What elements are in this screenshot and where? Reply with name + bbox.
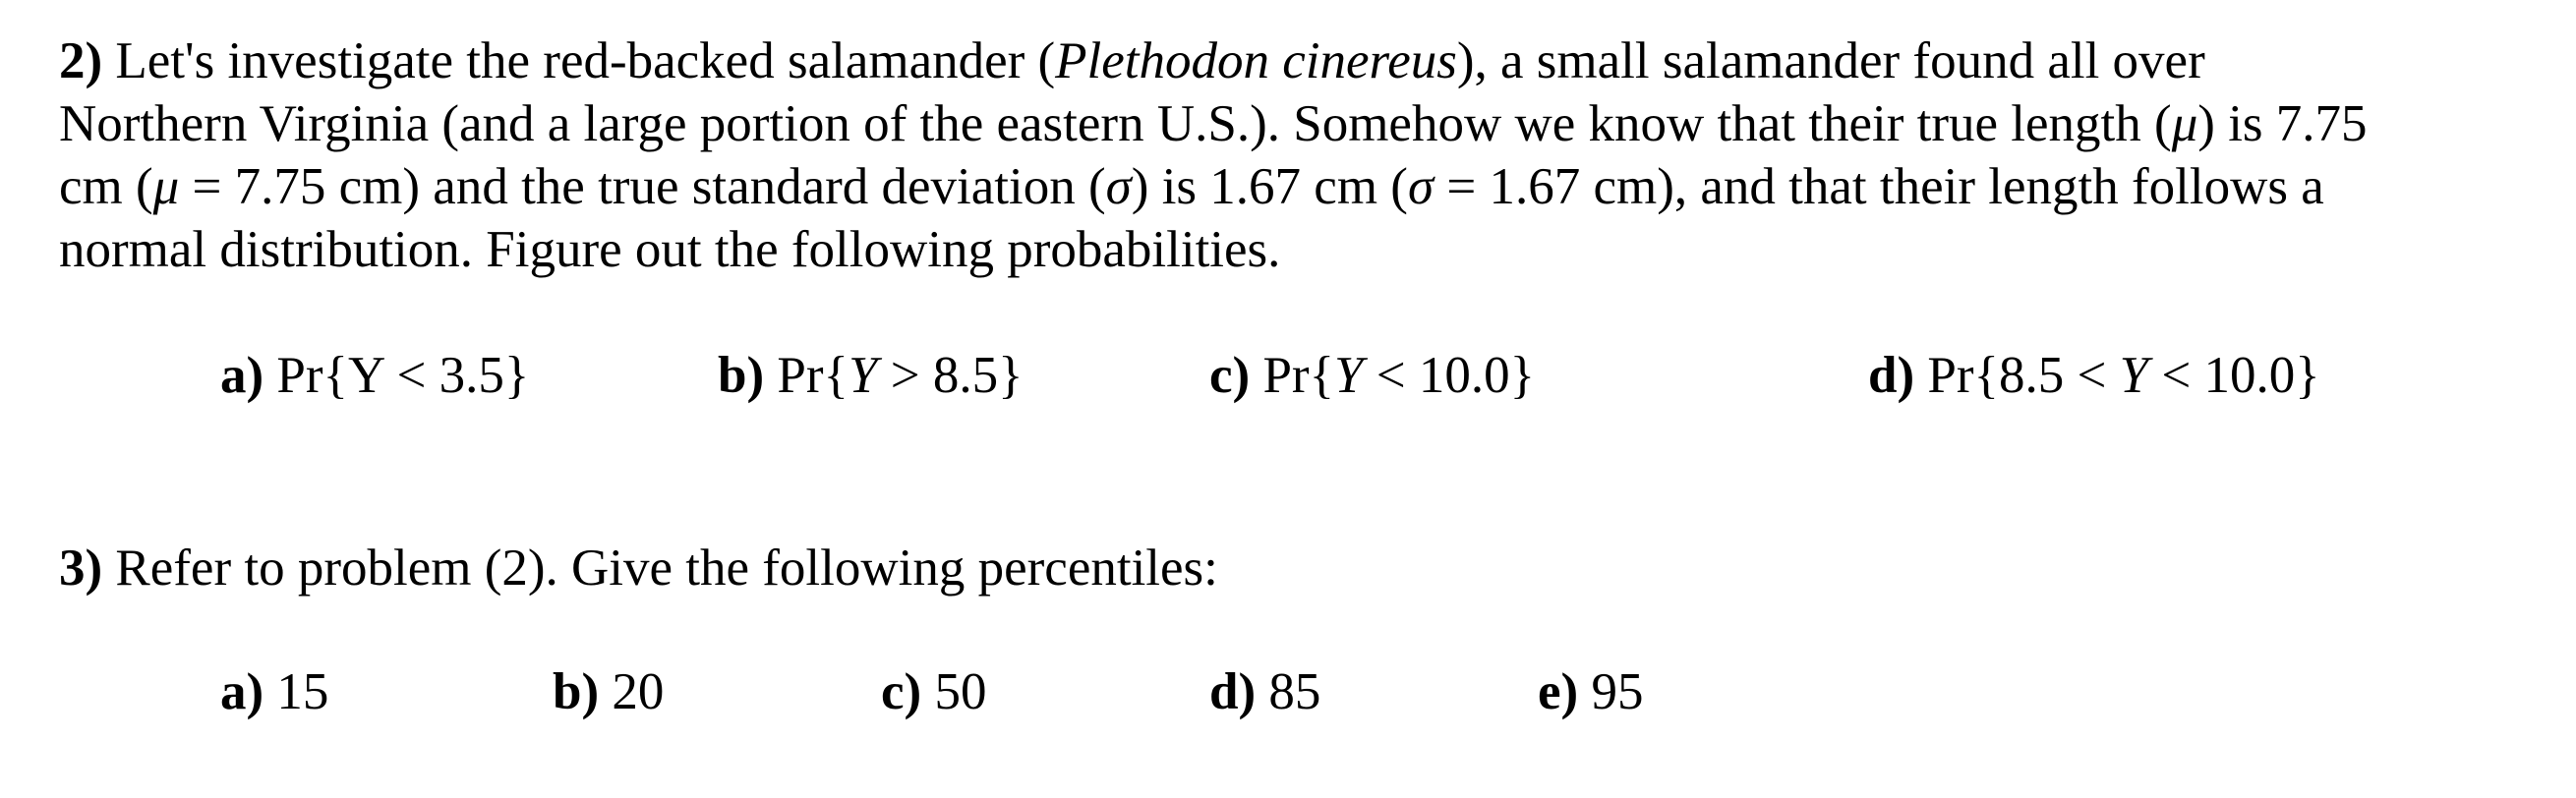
problem-2-number: 2)	[59, 32, 103, 89]
problem-2-line-3: cm (μ = 7.75 cm) and the true standard deviation (σ) is 1.67 cm (σ = 1.67 cm), and that their length follows a	[59, 158, 2324, 215]
problem-3-heading: 3) Refer to problem (2). Give the following percentiles:	[59, 540, 1218, 597]
percentile-item-b: b) 20	[553, 663, 665, 720]
percentile-item-e: e) 95	[1538, 663, 1644, 720]
problem-2-line-4: normal distribution. Figure out the following probabilities.	[59, 221, 1281, 278]
problem-3-number: 3)	[59, 540, 103, 597]
problem-2-line-1: 2) Let's investigate the red-backed salamander (Plethodon cinereus), a small salamander found all over	[59, 32, 2205, 89]
problem-2-line-2: Northern Virginia (and a large portion of the eastern U.S.). Somehow we know that their true length (μ) is 7.75	[59, 95, 2368, 152]
sigma-symbol: σ	[1105, 158, 1132, 215]
probabilities-row	[0, 344, 2576, 407]
probability-item-d: d) Pr{8.5 < Y < 10.0}	[1868, 347, 2320, 404]
sigma-symbol: σ	[1407, 158, 1434, 215]
percentile-item-d: d) 85	[1209, 663, 1321, 720]
probability-item-c: c) Pr{Y < 10.0}	[1209, 347, 1536, 404]
probability-item-b: b) Pr{Y > 8.5}	[718, 347, 1024, 404]
mu-symbol: μ	[2171, 95, 2198, 152]
probability-item-a: a) Pr{Y < 3.5}	[220, 347, 530, 404]
mu-symbol: μ	[152, 158, 180, 215]
percentile-item-c: c) 50	[881, 663, 987, 720]
species-name: Plethodon cinereus	[1055, 32, 1457, 89]
percentile-item-a: a) 15	[220, 663, 329, 720]
percentiles-row	[0, 660, 2576, 723]
problem-2-paragraph	[59, 29, 2517, 281]
